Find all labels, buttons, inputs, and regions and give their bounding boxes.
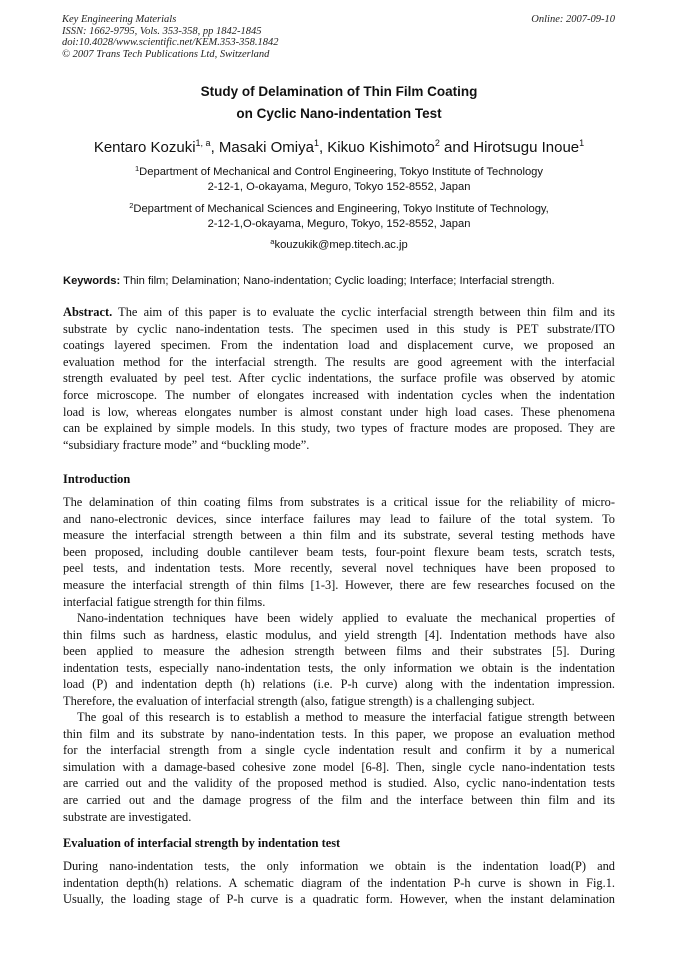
evaluation-paragraph: During nano-indentation tests, the only information we obtain is the indentation load(P) and indentation depth(h) relations. A schematic diagram of the indentation P-h curve is shown in Fig.1. Usually, the loading stage of P-h curve is a quadratic form. However, when the instant delamination (63, 859, 615, 907)
online-date: Online: 2007-09-10 (531, 14, 615, 25)
journal-copyright: © 2007 Trans Tech Publications Ltd, Switzerland (62, 48, 270, 60)
author-name: Hirotsugu Inoue (473, 139, 580, 156)
author-affiliation-mark: 1, a (195, 138, 211, 148)
author-affiliation-mark: 2 (434, 138, 440, 148)
author-affiliation-mark: 1 (313, 138, 319, 148)
journal-header (62, 14, 279, 60)
introduction-paragraph-2: Nano-indentation techniques have been widely applied to evaluate the mechanical properties of thin films such as hardness, elastic modulus, and yield strength [4]. Indentation methods have also been applied to measure the adhesion strength between films and their substrates [5]. During indentation tests, especially nano-indentation tests, the only information we obtain is the indentation load (P) and indentation depth (h) relations (i.e. P-h curve) along with the indentation impression. Therefore, the evaluation of interfacial strength (also, fatigue strength) is a challenging subject. (63, 611, 615, 708)
keywords-label: Keywords: (63, 275, 121, 287)
introduction-paragraph-1: The delamination of thin coating films from substrates is a critical issue for the reliability of micro- and nano-electronic devices, since interface failures may lead to failure of the total system. To measure the interfacial strength between a thin film and its substrate, several testing methods have been proposed, including double cantilever beam tests, four-point flexure beam tests, scratch tests, peel tests, and indentation tests. More recently, several novel techniques have been proposed to measure the interfacial strength of thin films [1-3]. However, there are few researches focused on the interfacial fatigue strength for thin films. (63, 495, 615, 609)
journal-issn: ISSN: 1662-9795, Vols. 353-358, pp 1842-1845 (62, 25, 262, 37)
keywords-text: Thin film; Delamination; Nano-indentation; Cyclic loading; Interface; Interfacial strength. (123, 275, 555, 287)
paper-title-line-2: on Cyclic Nano-indentation Test (236, 106, 442, 121)
journal-doi: doi:10.4028/www.scientific.net/KEM.353-358.1842 (62, 37, 279, 48)
author-list: Kentaro Kozuki$^{1, a}$, Masaki Omiya$^1$, Kikuo Kishimoto$^2$ and Hirotsugu Inoue$^1$ (93, 138, 585, 156)
author-name: Kentaro Kozuki (93, 139, 196, 156)
keywords (63, 275, 623, 287)
introduction-paragraph-3: The goal of this research is to establish a method to measure the interfacial fatigue strength between thin film and its substrate by nano-indentation tests. In this paper, we propose an evaluation method for the interfacial strength from a single cycle indentation result and confirm it by a numerical simulation with a damage-based cohesive zone model [6-8]. Then, single cycle nano-indentation tests are carried out and the validity of the proposed method is studied. Also, cyclic nano-indentation tests are carried out and the damage progress of the film and the interface between thin film and its substrate are investigated. (63, 710, 615, 824)
abstract-label: Abstract. (63, 305, 113, 319)
paper-title-line-1: Study of Delamination of Thin Film Coating (200, 84, 478, 99)
abstract: Abstract. The aim of this paper is to evaluate the cyclic interfacial strength between thin film and its substrate by cyclic nano-indentation tests. The specimen used in this study is PET substrate/ITO coatings layered specimen. From the indentation load and displacement curve, we proposed an evaluation method for the interfacial strength. The results are good agreement with the interfacial strength evaluated by peel test. After cyclic indentations, the surface profile was observed by atomic force microscope. The number of elongates increased with indentation cycles when the indentation load is low, whereas elongates number is almost constant under high load cases. These phenomena can be explained by simple models. In this study, two types of fracture modes are proposed. They are “subsidiary fracture mode” and “buckling mode”. (63, 305, 615, 452)
section-heading-introduction: Introduction (63, 472, 131, 486)
journal-name: Key Engineering Materials (62, 14, 177, 25)
section-heading-evaluation: Evaluation of interfacial strength by indentation test (63, 836, 341, 850)
author-affiliation-mark: 1 (579, 138, 585, 148)
affiliation-2: $^2$Department of Mechanical Sciences and Engineering, Tokyo Institute of Technology, 2-12-1,O-okayama, Meguro, Tokyo, 152-8552, Japan (129, 201, 549, 230)
author-email: $^a$kouzukik@mep.titech.ac.jp (270, 237, 408, 251)
author-name: Kikuo Kishimoto (327, 139, 435, 156)
affiliation-1: $^1$Department of Mechanical and Control Engineering, Tokyo Institute of Technology 2-12-1, O-okayama, Meguro, Tokyo 152-8552, Japan (135, 164, 543, 193)
author-name: Masaki Omiya (218, 139, 314, 156)
